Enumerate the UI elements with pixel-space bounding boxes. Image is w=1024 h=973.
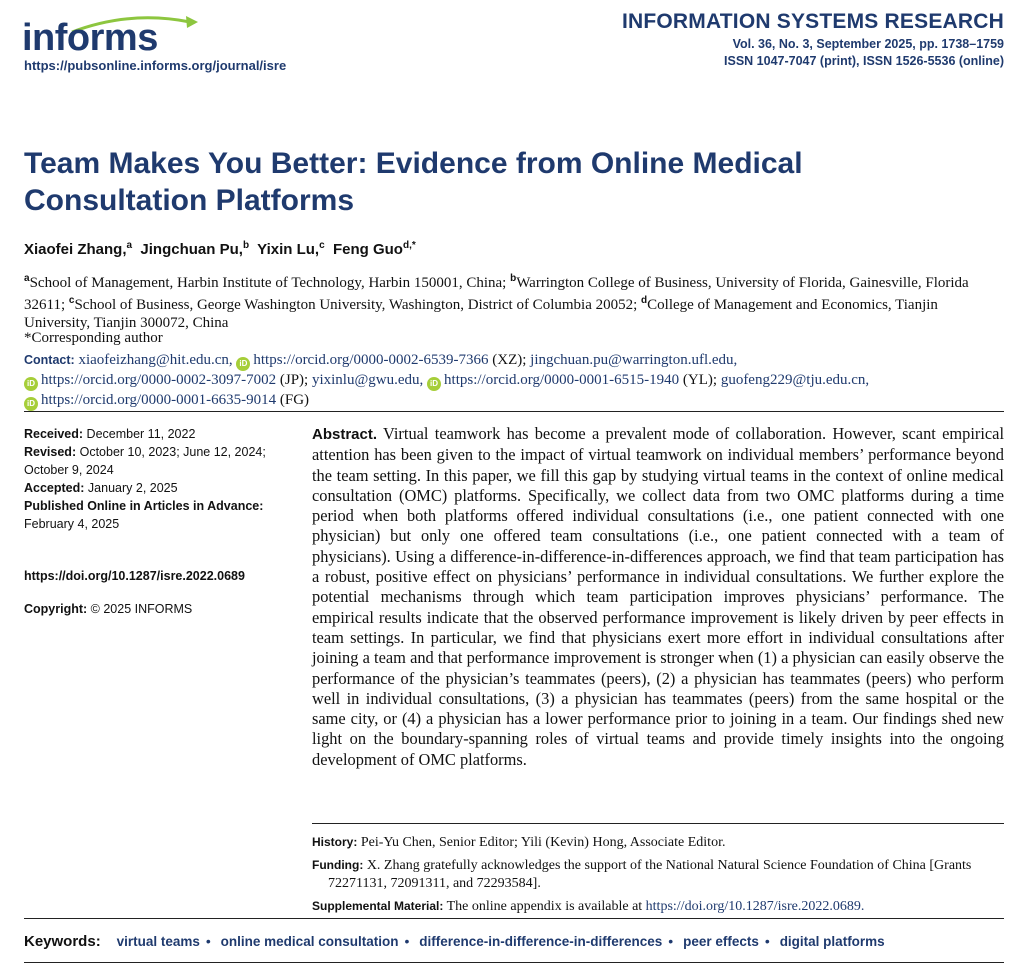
keyword-link[interactable]: peer effects <box>683 934 759 949</box>
keyword-link[interactable]: online medical consultation <box>220 934 399 949</box>
published-label: Published Online in Articles in Advance: <box>24 499 264 513</box>
title-line-2: Consultation Platforms <box>24 184 355 217</box>
email-link[interactable]: xiaofeizhang@hit.edu.cn, <box>78 352 233 368</box>
divider <box>24 411 1004 412</box>
affiliation-d: College of Management and Economics, Tianjin University, Tianjin 300072, China <box>24 297 938 331</box>
supplemental-label: Supplemental Material: <box>312 899 444 913</box>
author-sup: b <box>242 240 250 251</box>
author-sup: c <box>319 240 325 251</box>
author-sup: d,* <box>402 240 416 251</box>
author-name: Xiaofei Zhang, <box>24 241 127 258</box>
affiliation-b: Warrington College of Business, University of Florida, Gainesville, Florida 32611; <box>24 275 969 313</box>
orcid-icon: iD <box>24 377 38 391</box>
keyword-link[interactable]: digital platforms <box>779 934 885 949</box>
article-title <box>24 145 984 219</box>
revised-label: Revised: <box>24 445 77 459</box>
revised-dates-cont: October 9, 2024 <box>24 463 114 477</box>
supplemental-text: The online appendix is available at <box>446 899 643 914</box>
orcid-link[interactable]: https://orcid.org/0000-0001-6635-9014 <box>41 392 277 408</box>
divider <box>312 823 1004 824</box>
orcid-icon: iD <box>24 397 38 411</box>
journal-name: INFORMATION SYSTEMS RESEARCH <box>621 10 1004 33</box>
author-tag: (FG) <box>279 392 310 408</box>
affiliation-c: School of Business, George Washington University, Washington, District of Columbia 20052; <box>74 297 638 313</box>
divider <box>24 962 1004 963</box>
copyright-label: Copyright: <box>24 602 88 616</box>
accepted-date: January 2, 2025 <box>87 481 178 495</box>
email-link[interactable]: guofeng229@tju.edu.cn, <box>720 372 870 388</box>
abstract-heading: Abstract. <box>312 426 378 443</box>
affiliations: $^a$School of Management, Harbin Institute of Technology, Harbin 150001, China; $^b$Warrington College of Business, University of Florida, Gainesville, Florida 32611; $^c$School of Business, George Washington University, Washington, District of Columbia 20052; $^d$College of Management and Economics, Tianjin University, Tianjin 300072, China <box>24 273 969 331</box>
email-link[interactable]: yixinlu@gwu.edu, <box>311 372 424 388</box>
orcid-link[interactable]: https://orcid.org/0000-0001-6515-1940 <box>444 372 680 388</box>
contact-label: Contact: <box>24 353 75 367</box>
keyword-link[interactable]: difference-in-difference-in-differences <box>419 934 663 949</box>
title-line-1: Team Makes You Better: Evidence from Online Medical <box>24 147 803 180</box>
keywords-label: Keywords: <box>24 933 101 950</box>
funding-label: Funding: <box>312 858 364 872</box>
author-name: Jingchuan Pu, <box>140 241 243 258</box>
corresponding-author-note: *Corresponding author <box>24 330 163 346</box>
author-name: Yixin Lu, <box>257 241 320 258</box>
abstract-text: Virtual teamwork has become a prevalent mode of collaboration. However, scant empirical attention has been given to the impact of virtual teamwork on individual members’ performance beyond the team setting. In this paper, we fill this gap by studying virtual teams in the context of online medical consultation (OMC) platforms. Specifically, we collect data from two OMC platforms during a time period when both platforms offered individual consultations (i.e., one patient connected with one physician) but only one offered team consultations (i.e., one patient connected with a team of physicians). Using a difference-in-difference-in-differences approach, we find that team participation has a robust, positive effect on physicians’ performance in individual consultations. We further explore the potential mechanisms through which team participation improves physicians’ performance. The empirical results indicate that the observed performance improvement is likely driven by peer effects in team settings. In particular, we find that physicians exert more effort in individual consultations after joining a team and that performance improvement is stronger when (1) a physician can easily observe the performance of the physician’s teammates (peers), (2) a physician has teammates (peers) who perform well in individual consultations, (3) a physician has teammates (peers) from the same hospital or the same city, or (4) a physician has a lower performance prior to joining in a team. Our findings shed new light on the boundary-spanning roles of virtual teams and provide timely insights into the ongoing development of OMC platforms. <box>312 424 1004 769</box>
author-tag: (XZ); <box>492 352 527 368</box>
copyright <box>24 600 294 618</box>
history-label: History: <box>312 835 358 849</box>
orcid-icon: iD <box>427 377 441 391</box>
history-text: Pei-Yu Chen, Senior Editor; Yili (Kevin) Hong, Associate Editor. <box>360 835 726 850</box>
journal-info <box>622 10 1004 68</box>
keyword-link[interactable]: virtual teams <box>116 934 200 949</box>
orcid-icon: iD <box>236 357 250 371</box>
issn-line: ISSN 1047-7047 (print), ISSN 1526-5536 (online) <box>724 54 1004 68</box>
copyright-text: © 2025 INFORMS <box>90 602 193 616</box>
author-list <box>24 240 416 258</box>
journal-url-link[interactable]: https://pubsonline.informs.org/journal/isre <box>24 58 287 73</box>
author-tag: (JP); <box>279 372 309 388</box>
published-date: February 4, 2025 <box>24 517 120 531</box>
affiliation-a: School of Management, Harbin Institute of Technology, Harbin 150001, China; <box>29 275 507 291</box>
divider <box>24 918 1004 919</box>
keywords: Keywords: virtual teams • online medical consultation • difference-in-difference-in-differences • peer effects • digital platforms <box>24 933 885 950</box>
orcid-link[interactable]: https://orcid.org/0000-0002-6539-7366 <box>253 352 489 368</box>
funding-text: X. Zhang gratefully acknowledges the support of the National Natural Science Foundation of China [Grants 72271131, 72091311, and 72293584]. <box>328 858 972 891</box>
received-date: December 11, 2022 <box>86 427 196 441</box>
doi-link[interactable]: https://doi.org/10.1287/isre.2022.0689 <box>24 569 245 583</box>
author-name: Feng Guo <box>332 241 403 258</box>
abstract <box>312 424 1004 770</box>
orcid-link[interactable]: https://orcid.org/0000-0002-3097-7002 <box>41 372 277 388</box>
contact-block <box>24 351 999 411</box>
author-tag: (YL); <box>682 372 718 388</box>
volume-line: Vol. 36, No. 3, September 2025, pp. 1738–1759 <box>732 37 1004 51</box>
accepted-label: Accepted: <box>24 481 85 495</box>
received-label: Received: <box>24 427 84 441</box>
author-sup: a <box>126 240 133 251</box>
revised-dates: October 10, 2023; June 12, 2024; <box>79 445 266 459</box>
supplemental-link[interactable]: https://doi.org/10.1287/isre.2022.0689. <box>645 899 865 914</box>
article-dates <box>24 425 294 533</box>
logo-text: informs <box>22 17 158 59</box>
article-meta <box>312 833 1004 916</box>
email-link[interactable]: jingchuan.pu@warrington.ufl.edu, <box>530 352 738 368</box>
